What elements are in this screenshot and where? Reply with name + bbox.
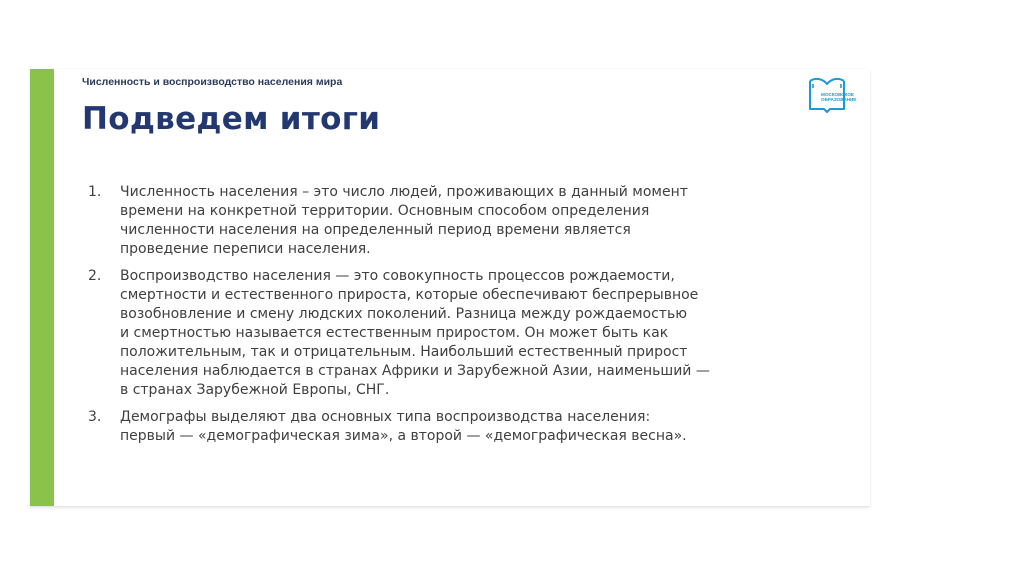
- list-item-line: первый — «демографическая зима», а второй — «демографическая весна».: [120, 428, 687, 444]
- logo-line-1: МОСКОВСКОЕ: [821, 92, 854, 97]
- logo-line-2: ОБРАЗОВАНИЕ: [821, 97, 857, 103]
- list-item-line: Численность населения – это число людей, проживающих в данный момент: [120, 184, 688, 200]
- list-item-number: 1.: [88, 184, 102, 200]
- list-item-line: численности населения на определенный период времени является: [120, 222, 631, 238]
- list-item-line: положительным, так и отрицательным. Наибольший естественный прирост: [120, 344, 688, 360]
- list-item: [88, 408, 778, 446]
- list-item-line: проведение переписи населения.: [120, 241, 371, 257]
- logo: [807, 75, 867, 115]
- list-item-line: в странах Зарубежной Европы, СНГ.: [120, 382, 390, 398]
- summary-list: [88, 183, 778, 454]
- logo-text: [821, 92, 865, 103]
- list-item-line: возобновление и смену людских поколений. Разница между рождаемостью: [120, 306, 687, 322]
- slide-subtitle: Численность и воспроизводство населения мира: [82, 76, 343, 88]
- list-item-line: Воспроизводство населения — это совокупность процессов рождаемости,: [120, 268, 675, 284]
- slide-title: Подведем итоги: [82, 101, 381, 137]
- slide: [30, 69, 870, 506]
- list-item-line: смертности и естественного прироста, которые обеспечивают беспрерывное: [120, 287, 699, 303]
- accent-bar: [30, 69, 54, 506]
- list-item-number: 2.: [88, 268, 102, 284]
- list-item-line: и смертностью называется естественным приростом. Он может быть как: [120, 325, 669, 341]
- list-item: [88, 183, 778, 259]
- list-item-number: 3.: [88, 409, 102, 425]
- list-item-line: Демографы выделяют два основных типа воспроизводства населения:: [120, 409, 651, 425]
- list-item-line: времени на конкретной территории. Основным способом определения: [120, 203, 650, 219]
- list-item-line: населения наблюдается в странах Африки и Зарубежной Азии, наименьший —: [120, 363, 710, 379]
- list-item: [88, 267, 778, 400]
